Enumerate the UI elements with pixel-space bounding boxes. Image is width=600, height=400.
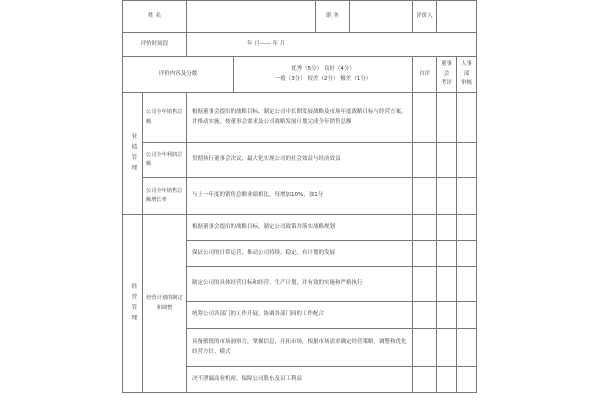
hr-score-cell[interactable] xyxy=(457,241,477,267)
item-name: 公司全年利润总额 xyxy=(143,143,187,178)
item-description: 根据董事会提出的战略目标，制定公司中长期发展战略及市场年度战略目标与经营方案，并推动实施，按董事会要求及公司战略发展计划完成全年销售总额 xyxy=(187,93,413,143)
hr-score-cell[interactable] xyxy=(457,143,477,178)
board-score-cell[interactable] xyxy=(437,267,457,302)
self-score-cell[interactable] xyxy=(413,367,437,393)
board-eval-line-1: 董事会 xyxy=(440,61,452,77)
board-score-cell[interactable] xyxy=(437,178,457,215)
position-value[interactable] xyxy=(350,1,413,33)
scoring-scale xyxy=(234,57,413,93)
table-row xyxy=(123,143,477,178)
period-value[interactable]: 年 月—— 年 月 xyxy=(187,33,477,57)
evaluation-form xyxy=(122,0,476,400)
self-score-cell[interactable] xyxy=(413,215,437,241)
hr-score-cell[interactable] xyxy=(457,367,477,393)
evaluator-label: 评价人 xyxy=(413,1,437,33)
board-score-cell[interactable] xyxy=(437,302,457,329)
table-row xyxy=(123,178,477,215)
board-score-cell[interactable] xyxy=(437,143,457,178)
hr-eval-line-1: 人事部 xyxy=(460,61,472,77)
scale-line-2: 一般（3分） 较差（2分） 极差（1分） xyxy=(274,75,372,82)
hr-score-cell[interactable] xyxy=(457,215,477,241)
table-row xyxy=(123,93,477,143)
board-score-cell[interactable] xyxy=(437,329,457,367)
board-score-cell[interactable] xyxy=(437,215,457,241)
content-score-label: 评价内容及分数 xyxy=(123,57,234,93)
board-score-cell[interactable] xyxy=(437,241,457,267)
hr-score-cell[interactable] xyxy=(457,93,477,143)
item-name: 经营计划的制定和调整 xyxy=(143,215,187,393)
hr-score-cell[interactable] xyxy=(457,267,477,302)
item-description: 保证公司的日常运营，推动公司持续、稳定、有计划的发展 xyxy=(187,241,413,267)
item-description: 贯彻执行董事会决议，最大化实现公司的社会效益与经济效益 xyxy=(187,143,413,178)
board-score-cell[interactable] xyxy=(437,367,457,393)
category-performance: 业绩管理 xyxy=(123,93,143,215)
board-eval-header xyxy=(437,57,457,93)
self-score-cell[interactable] xyxy=(413,329,437,367)
self-score-cell[interactable] xyxy=(413,143,437,178)
evaluation-table xyxy=(122,0,477,393)
name-label: 姓 名 xyxy=(123,1,187,33)
item-description: 决不泄漏商业机密，保障公司股东及员工利益 xyxy=(187,367,413,393)
self-score-cell[interactable] xyxy=(413,241,437,267)
position-label: 职 务 xyxy=(316,1,350,33)
self-score-cell[interactable] xyxy=(413,302,437,329)
evaluator-value[interactable] xyxy=(437,1,477,33)
item-description: 根据董事会提出的战略目标，制定公司政策并落实战略规划 xyxy=(187,215,413,241)
item-name: 公司全年销售总额增长率 xyxy=(143,178,187,215)
item-description: 与上一年度的销售总额业绩相比，每增加10%，加1分 xyxy=(187,178,413,215)
board-score-cell[interactable] xyxy=(437,93,457,143)
item-description: 制定公司的具体经营目标和经营、生产计划，并有效的实施和严格执行 xyxy=(187,267,413,302)
hr-score-cell[interactable] xyxy=(457,302,477,329)
category-operation: 经营管理 xyxy=(123,215,143,393)
item-description: 统筹公司各部门的工作开展，协调各部门间的工作配合 xyxy=(187,302,413,329)
name-value[interactable] xyxy=(187,1,316,33)
item-name: 公司全年销售总额 xyxy=(143,93,187,143)
scale-line-1: 优秀（5分） 良好（4分） xyxy=(291,65,355,72)
self-score-cell[interactable] xyxy=(413,267,437,302)
board-eval-line-2: 考评 xyxy=(440,80,452,87)
self-score-cell[interactable] xyxy=(413,178,437,215)
hr-eval-header xyxy=(457,57,477,93)
hr-score-cell[interactable] xyxy=(457,329,477,367)
period-label: 评价时间段 xyxy=(123,33,187,57)
self-score-cell[interactable] xyxy=(413,93,437,143)
hr-score-cell[interactable] xyxy=(457,178,477,215)
item-description: 具备敏锐的市场洞察力，掌握信息，开拓市场，根据市场需求确定经营策略，调整和优化经营方针、模式 xyxy=(187,329,413,367)
table-row xyxy=(123,215,477,241)
hr-eval-line-2: 审核 xyxy=(460,80,472,87)
self-eval-header: 自评 xyxy=(413,57,437,93)
